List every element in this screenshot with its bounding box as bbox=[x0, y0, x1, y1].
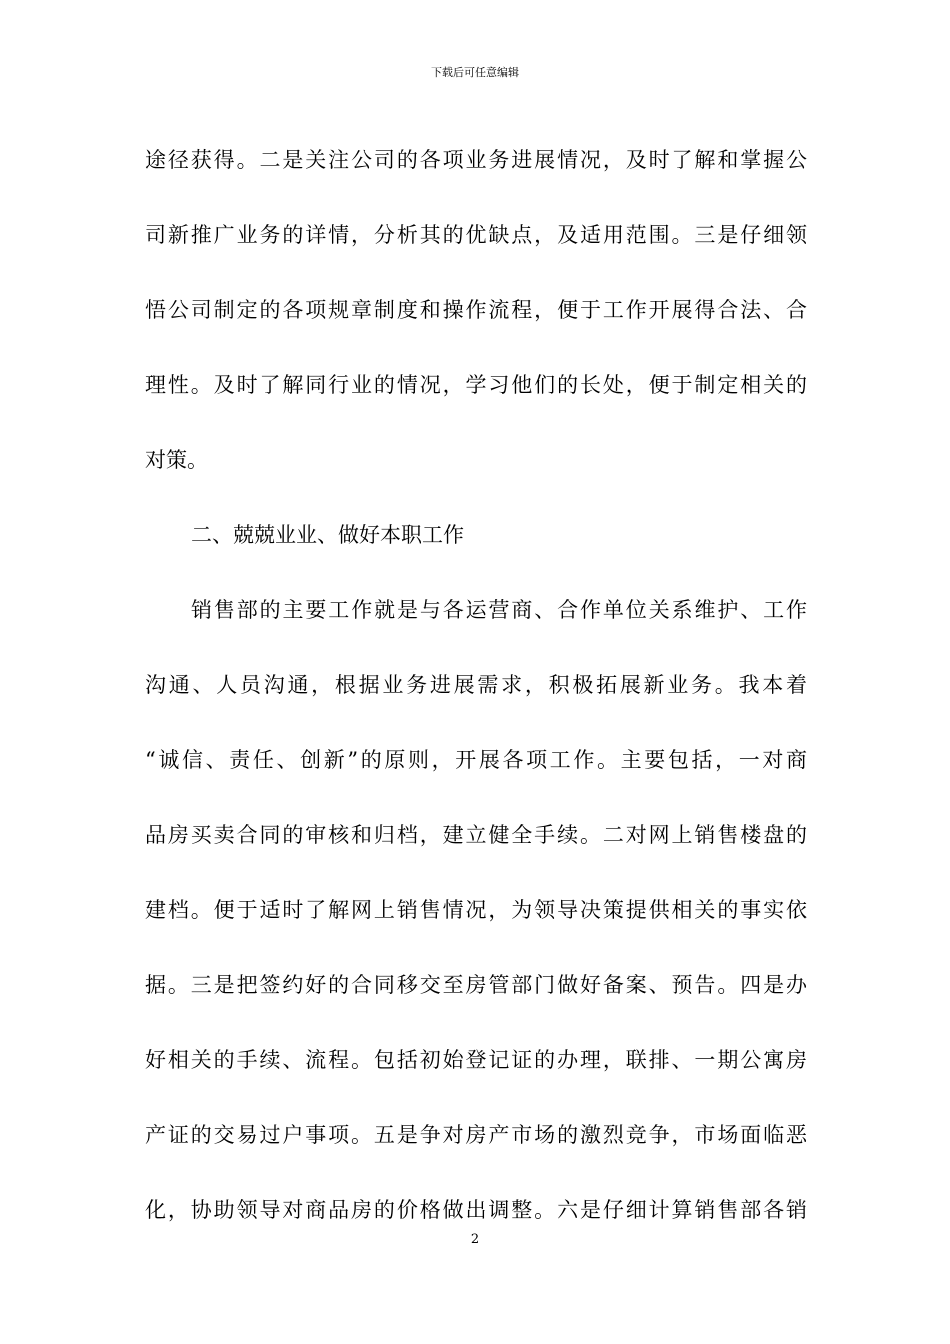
paragraph-line: 品房买卖合同的审核和归档，建立健全手续。二对网上销售楼盘的 bbox=[145, 823, 807, 847]
paragraph-line: 好相关的手续、流程。包括初始登记证的办理，联排、一期公寓房 bbox=[145, 1048, 807, 1072]
paragraph-line: 建档。便于适时了解网上销售情况，为领导决策提供相关的事实依 bbox=[145, 898, 807, 922]
paragraph-line: 产证的交易过户事项。五是争对房产市场的激烈竞争，市场面临恶 bbox=[145, 1123, 807, 1147]
paragraph-line: “诚信、责任、创新”的原则，开展各项工作。主要包括，一对商 bbox=[145, 748, 807, 772]
paragraph-line: 途径获得。二是关注公司的各项业务进展情况，及时了解和掌握公 bbox=[145, 148, 807, 172]
paragraph-line: 司新推广业务的详情，分析其的优缺点，及适用范围。三是仔细领 bbox=[145, 223, 807, 247]
paragraph-line: 理性。及时了解同行业的情况，学习他们的长处，便于制定相关的 bbox=[145, 373, 807, 397]
document-body bbox=[145, 123, 807, 1248]
section-heading: 二、兢兢业业、做好本职工作 bbox=[191, 523, 464, 547]
page-header: 下载后可任意编辑 bbox=[431, 66, 519, 79]
paragraph-line: 沟通、人员沟通，根据业务进展需求，积极拓展新业务。我本着 bbox=[145, 673, 807, 697]
paragraph-line: 销售部的主要工作就是与各运营商、合作单位关系维护、工作 bbox=[191, 598, 807, 622]
paragraph-line: 化，协助领导对商品房的价格做出调整。六是仔细计算销售部各销 bbox=[145, 1198, 807, 1222]
paragraph-line: 悟公司制定的各项规章制度和操作流程，便于工作开展得合法、合 bbox=[145, 298, 807, 322]
page-number: 2 bbox=[470, 1232, 480, 1247]
paragraph-line: 对策。 bbox=[145, 448, 208, 472]
paragraph-line: 据。三是把签约好的合同移交至房管部门做好备案、预告。四是办 bbox=[145, 973, 807, 997]
